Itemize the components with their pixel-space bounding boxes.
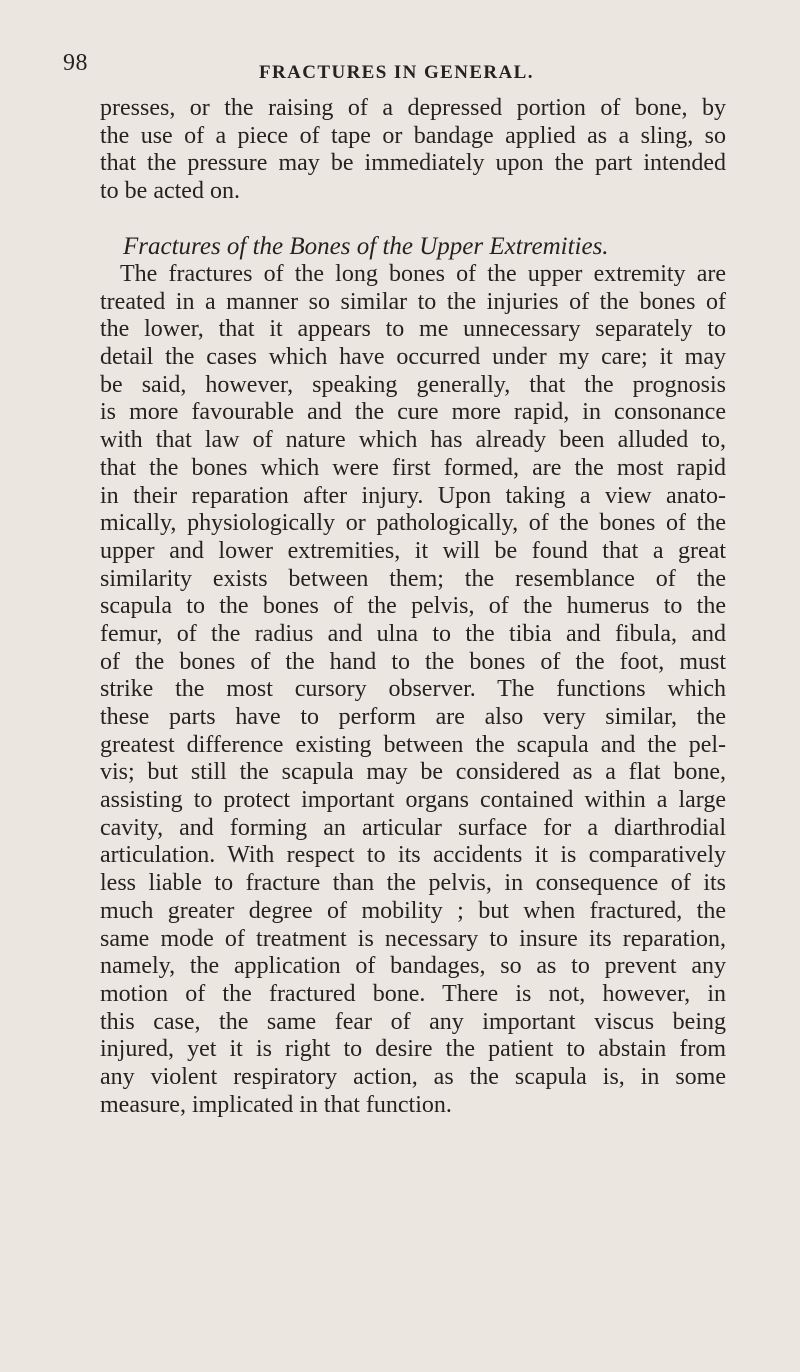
text-line: assisting to protect important organs contained within a large <box>100 787 726 814</box>
text-line: injured, yet it is right to desire the patient to abstain from <box>100 1036 726 1063</box>
text-line: that the bones which were first formed, are the most rapid <box>100 454 726 481</box>
text-line: articulation. With respect to its accidents it is comparatively <box>100 842 726 869</box>
text-line: upper and lower extremities, it will be found that a great <box>100 537 726 564</box>
text-line: be said, however, speaking generally, that the prognosis <box>100 371 726 398</box>
text-line: measure, implicated in that function. <box>100 1091 452 1118</box>
page-header <box>0 50 800 90</box>
text-line: the lower, that it appears to me unnecessary separately to <box>100 316 726 343</box>
text-line: with that law of nature which has already been alluded to, <box>100 427 726 454</box>
text-line: in their reparation after injury. Upon taking a view anato- <box>100 482 726 509</box>
text-line: motion of the fractured bone. There is not, however, in <box>100 980 726 1007</box>
text-line: femur, of the radius and ulna to the tibia and fibula, and <box>100 620 726 647</box>
text-line: strike the most cursory observer. The functions which <box>100 676 726 703</box>
page-number: 98 <box>63 50 88 76</box>
section-title: Fractures of the Bones of the Upper Extremities. <box>123 233 609 261</box>
text-line: presses, or the raising of a depressed portion of bone, by <box>100 95 726 121</box>
text-line: is more favourable and the cure more rapid, in consonance <box>100 399 726 426</box>
text-line: any violent respiratory action, as the scapula is, in some <box>100 1063 726 1090</box>
text-line: to be acted on. <box>100 178 240 205</box>
paragraph-1 <box>100 95 726 206</box>
text-line: scapula to the bones of the pelvis, of the humerus to the <box>100 593 726 620</box>
running-head: FRACTURES IN GENERAL. <box>259 62 534 83</box>
text-line: same mode of treatment is necessary to insure its reparation, <box>100 925 726 952</box>
text-line: greatest difference existing between the scapula and the pel- <box>100 731 726 758</box>
text-line: of the bones of the hand to the bones of the foot, must <box>100 648 726 675</box>
section-spacer <box>100 206 726 234</box>
body-text <box>100 95 726 1119</box>
text-line: less liable to fracture than the pelvis, in consequence of its <box>100 870 726 897</box>
text-line: mically, physiologically or pathologically, of the bones of the <box>100 510 726 537</box>
paragraph-2 <box>100 261 726 1119</box>
text-line: similarity exists between them; the resemblance of the <box>100 565 726 592</box>
text-line: this case, the same fear of any important viscus being <box>100 1008 726 1035</box>
text-line: treated in a manner so similar to the injuries of the bones of <box>100 288 726 315</box>
text-line: detail the cases which have occurred under my care; it may <box>100 344 726 371</box>
text-line: cavity, and forming an articular surface for a diarthrodial <box>100 814 726 841</box>
text-line: these parts have to perform are also very similar, the <box>100 704 726 731</box>
text-line: that the pressure may be immediately upon the part intended <box>100 150 726 177</box>
text-line: namely, the application of bandages, so as to prevent any <box>100 953 726 980</box>
text-line: much greater degree of mobility ; but when fractured, the <box>100 897 726 924</box>
text-line: vis; but still the scapula may be considered as a flat bone, <box>100 759 726 786</box>
text-line: the use of a piece of tape or bandage applied as a sling, so <box>100 122 726 149</box>
text-line: The fractures of the long bones of the upper extremity are <box>120 261 726 288</box>
